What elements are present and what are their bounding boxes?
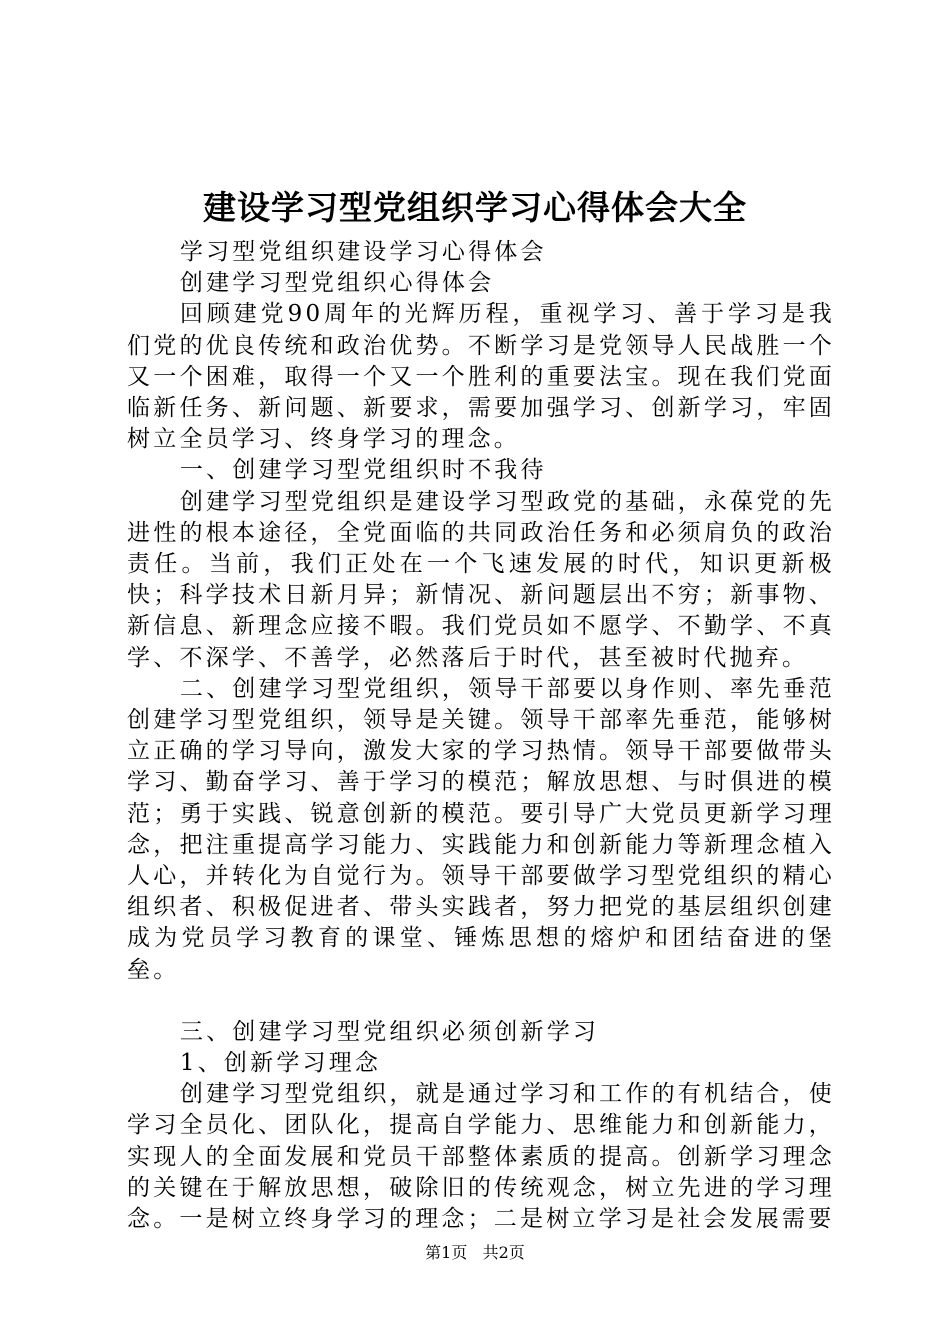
document-title: 建设学习型党组织学习心得体会大全 xyxy=(203,188,747,227)
paragraph-section-2: 二、创建学习型党组织，领导干部要以身作则、率先垂范创建学习型党组织，领导是关键。领导干部率先垂范，能够树立正确的学习导向，激发大家的学习热情。领导干部要做带头学习、勤奋学习、善于学习的模范；解放思想、与时俱进的模范；勇于实践、锐意创新的模范。要引导广大党员更新学习理念，把注重提高学习能力、实践能力和创新能力等新理念植入人心，并转化为自觉行为。领导干部要做学习型党组织的精心组织者、积极促进者、带头实践者，努力把党的基层组织创建成为党员学习教育的课堂、锤炼思想的熔炉和团结奋进的堡垒。 xyxy=(127,675,835,983)
paragraph-gap xyxy=(127,986,835,1017)
section-heading-1: 一、创建学习型党组织时不我待 xyxy=(179,457,547,484)
paragraph-subsection-1: 创建学习型党组织，就是通过学习和工作的有机结合，使学习全员化、团队化，提高自学能力、思维能力和创新能力，实现人的全面发展和党员干部整体素质的提高。创新学习理念的关键在于解放思想，破除旧的传统观念，树立先进的学习理念。一是树立终身学习的理念；二是树立学习是社会发展需要 xyxy=(127,1081,835,1233)
subsection-heading-1: 1、创新学习理念 xyxy=(179,1050,382,1077)
page-footer xyxy=(0,1242,950,1264)
paragraph-intro: 回顾建党90周年的光辉历程，重视学习、善于学习是我们党的优良传统和政治优势。不断学习是党领导人民战胜一个又一个困难，取得一个又一个胜利的重要法宝。现在我们党面临新任务、新问题、新要求，需要加强学习、创新学习，牢固树立全员学习、终身学习的理念。 xyxy=(127,301,835,453)
subtitle-1: 学习型党组织建设学习心得体会 xyxy=(179,239,547,265)
paragraph-section-1: 创建学习型党组织是建设学习型政党的基础，永葆党的先进性的根本途径，全党面临的共同政治任务和必须肩负的政治责任。当前，我们正处在一个飞速发展的时代，知识更新极快；科学技术日新月异；新情况、新问题层出不穷；新事物、新信息、新理念应接不暇。我们党员如不愿学、不勤学、不真学、不深学、不善学，必然落后于时代，甚至被时代抛弃。 xyxy=(127,488,835,671)
section-heading-3: 三、创建学习型党组织必须创新学习 xyxy=(179,1018,600,1045)
page-number: 第1页 xyxy=(425,1243,468,1262)
document-body xyxy=(127,237,835,1235)
subtitle-2: 创建学习型党组织心得体会 xyxy=(179,270,495,297)
page-total: 共2页 xyxy=(482,1243,525,1262)
